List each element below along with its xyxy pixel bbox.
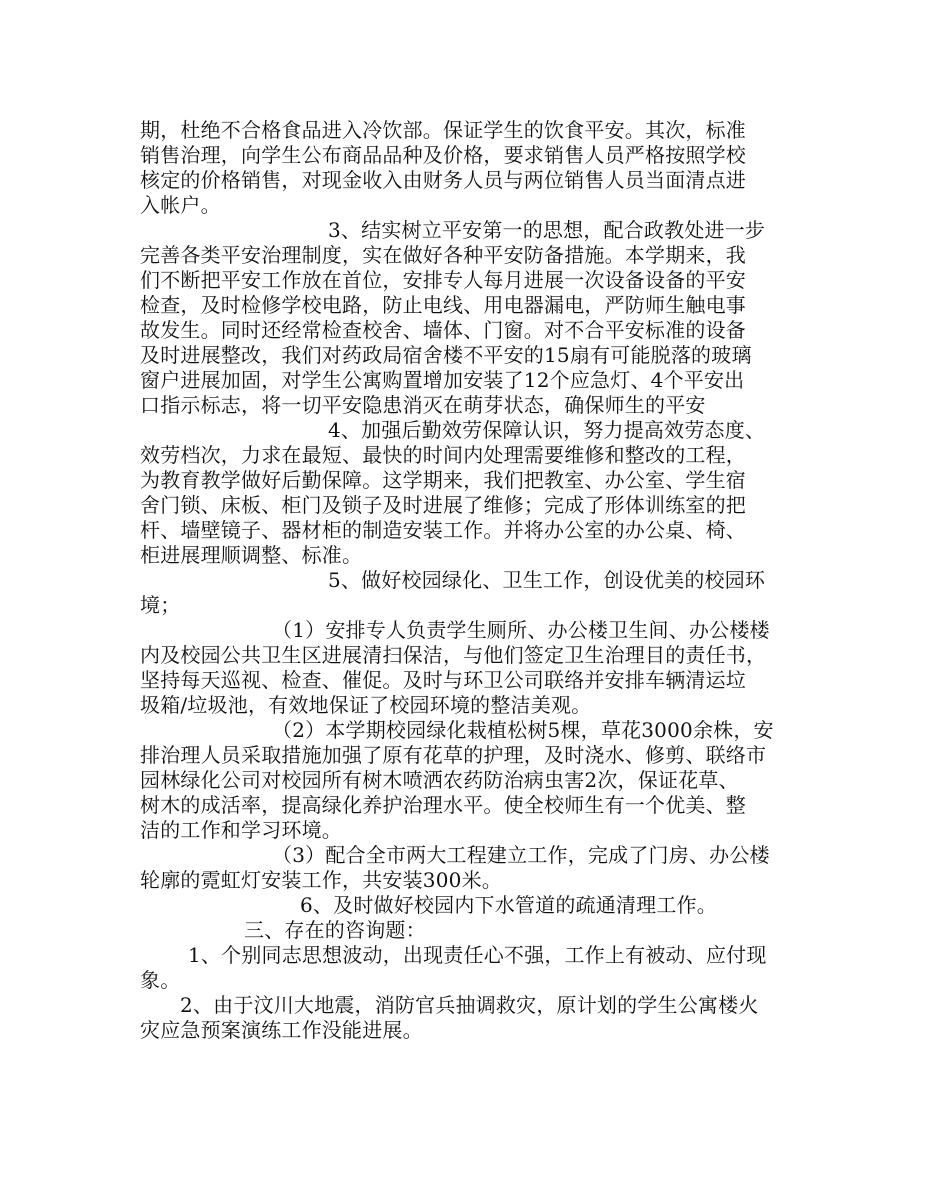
- text-line: 洁的工作和学习环境。: [140, 818, 342, 842]
- text-line: （2）本学期校园绿化栽植松树5棵，草花3000余株，安: [272, 718, 774, 742]
- text-line: 销售治理，向学生公布商品品种及价格，要求销售人员严格按照学校: [140, 143, 746, 167]
- text-line: 内及校园公共卫生区进展清扫保洁，与他们签定卫生治理目的责任书，: [140, 643, 767, 667]
- text-line: 们不断把平安工作放在首位，安排专人每月进展一次设备设备的平安: [140, 268, 746, 292]
- text-line: 灾应急预案演练工作没能进展。: [140, 1018, 423, 1042]
- text-line: 故发生。同时还经常检查校舍、墙体、门窗。对不合平安标准的设备: [140, 318, 746, 342]
- text-line: 口指示标志，将一切平安隐患消灭在萌芽状态，确保师生的平安: [140, 393, 706, 417]
- text-line: 核定的价格销售，对现金收入由财务人员与两位销售人员当面清点进: [140, 168, 746, 192]
- text-line: 园林绿化公司对校园所有树木喷洒农药防治病虫害2次，保证花草、: [140, 768, 739, 792]
- text-line: 境；: [140, 593, 181, 617]
- text-line: 树木的成活率，提高绿化养护治理水平。使全校师生有一个优美、整: [140, 793, 746, 817]
- text-line: 效劳档次，力求在最短、最快的时间内处理需要维修和整改的工程，: [140, 443, 746, 467]
- text-line: 4、加强后勤效劳保障认识，努力提高效劳态度、: [328, 418, 766, 442]
- text-line: 三、存在的咨询题：: [244, 918, 426, 942]
- text-line: 窗户进展加固，对学生公寓购置增加安装了12个应急灯、4个平安出: [140, 368, 745, 392]
- text-line: 2、由于汶川大地震，消防官兵抽调救灾，原计划的学生公寓楼火: [180, 993, 759, 1017]
- text-line: 排治理人员采取措施加强了原有花草的护理，及时浇水、修剪、联络市: [140, 743, 767, 767]
- text-line: 完善各类平安治理制度，实在做好各种平安防备措施。本学期来，我: [140, 243, 746, 267]
- text-line: 圾箱/垃圾池，有效地保证了校园环境的整洁美观。: [140, 693, 592, 717]
- text-line: （1）安排专人负责学生厕所、办公楼卫生间、办公楼楼: [272, 618, 770, 642]
- text-line: 为教育教学做好后勤保障。这学期来，我们把教室、办公室、学生宿: [140, 468, 746, 492]
- text-line: 5、做好校园绿化、卫生工作，创设优美的校园环: [328, 568, 766, 592]
- text-line: 杆、墙壁镜子、器材柜的制造安装工作。并将办公室的办公桌、椅、: [140, 518, 746, 542]
- text-line: 3、结实树立平安第一的思想，配合政教处进一步: [328, 218, 766, 242]
- text-line: 检查，及时检修学校电路，防止电线、用电器漏电，严防师生触电事: [140, 293, 746, 317]
- text-line: 6、及时做好校园内下水管道的疏通清理工作。: [300, 893, 717, 917]
- text-line: 坚持每天巡视、检查、催促。及时与环卫公司联络并安排车辆清运垃: [140, 668, 746, 692]
- text-line: 象。: [140, 968, 181, 992]
- text-line: 期，杜绝不合格食品进入冷饮部。保证学生的饮食平安。其次，标准: [140, 118, 746, 142]
- text-line: 及时进展整改，我们对药政局宿舍楼不平安的15扇有可能脱落的玻璃: [140, 343, 752, 367]
- text-line: 舍门锁、床板、柜门及锁子及时进展了维修；完成了形体训练室的把: [140, 493, 746, 517]
- text-line: （3）配合全市两大工程建立工作，完成了门房、办公楼: [272, 843, 770, 867]
- text-line: 1、个别同志思想波动，出现责任心不强，工作上有被动、应付现: [188, 943, 767, 967]
- text-line: 轮廓的霓虹灯安装工作，共安装300米。: [140, 868, 502, 892]
- text-line: 柜进展理顺调整、标准。: [140, 543, 363, 567]
- text-line: 入帐户。: [140, 193, 221, 217]
